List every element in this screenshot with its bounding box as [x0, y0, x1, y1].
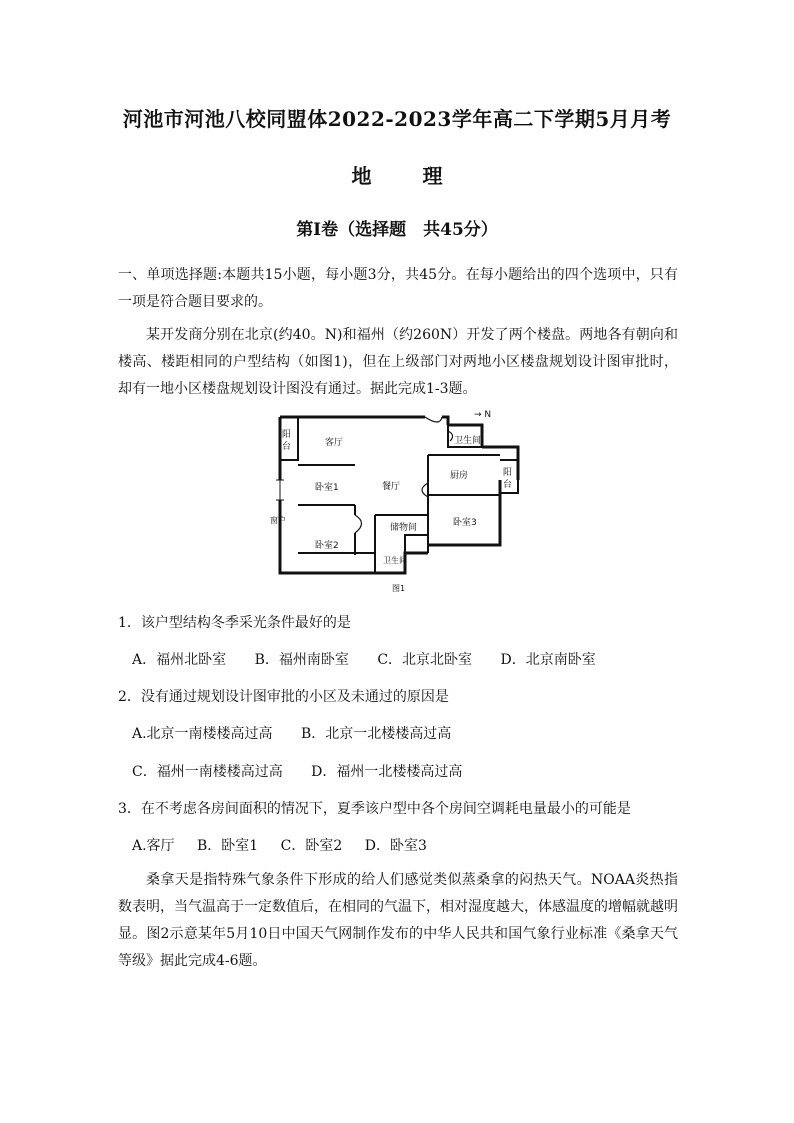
q1-option-a[interactable]: A．福州北卧室: [132, 652, 227, 668]
exam-title: 河池市河池八校同盟体2022-2023学年高二下学期5月月考: [122, 107, 672, 131]
figure-caption: 图1: [392, 584, 406, 593]
question-2-stem: 2．没有通过规划设计图审批的小区及未通过的原因是: [118, 689, 449, 705]
question-1-options: [132, 649, 620, 669]
room-label-bedroom2: 卧室2: [315, 541, 339, 551]
room-label-bath-top: 卫生间: [454, 436, 482, 446]
question-1-stem: 1．该户型结构冬季采光条件最好的是: [118, 615, 351, 631]
section-heading: 第I卷（选择题 共45分）: [296, 220, 498, 240]
room-label-storage: 储物间: [390, 523, 418, 533]
room-label-balcony-right-1: 阳: [503, 468, 513, 478]
question-3-stem: 3．在不考虑各房间面积的情况下，夏季该户型中各个房间空调耗电量最小的可能是: [118, 801, 631, 817]
passage-2: 桑拿天是指特殊气象条件下形成的给人们感觉类似蒸桑拿的闷热天气。NOAA炎热指数表明，当气温高于一定数值后，在相同的气温下，相对湿度越大，体感温度的增幅就越明显。图2示意某年5月10日中国天气网制作发布的中华人民共和国气象行业标准《桑拿天气等级》据此完成4-6题。: [118, 872, 678, 969]
room-label-kitchen: 厨房: [450, 471, 469, 481]
instructions: 一、单项选择题:本题共15小题，每小题3分，共45分。在每小题给出的四个选项中，只有一项是符合题目要求的。: [118, 267, 678, 310]
room-label-bedroom1: 卧室1: [315, 483, 339, 493]
room-label-living: 客厅: [325, 438, 344, 448]
q1-option-b[interactable]: B．福州南卧室: [254, 652, 349, 668]
room-label-balcony-right-2: 台: [503, 480, 513, 490]
north-arrow: → N: [474, 410, 492, 420]
passage-1: 某开发商分别在北京(约40。N)和福州（约260N）开发了两个楼盘。两地各有朝向和楼高、楼距相同的户型结构（如图1)，但在上级部门对两地小区楼盘规划设计图审批时，却有一地小区楼盘规划设计图没有通过。据此完成1-3题。: [118, 327, 678, 397]
floor-plan-svg: [270, 405, 520, 597]
q2-option-a[interactable]: A.北京一南楼楼高过高: [132, 726, 273, 742]
subject-char-2: 理: [422, 164, 443, 188]
room-label-balcony-left-1: 阳: [282, 430, 292, 440]
subject-heading: [0, 160, 794, 189]
figure-1-floor-plan: [270, 405, 520, 597]
q2-option-d[interactable]: D．福州一北楼楼高过高: [311, 764, 463, 780]
room-label-bath-bottom: 卫生间: [383, 556, 407, 565]
q3-option-b[interactable]: B．卧室1: [197, 838, 259, 854]
subject-char-1: 地: [351, 164, 372, 188]
question-2-options-row1: [132, 723, 475, 743]
q3-option-a[interactable]: A.客厅: [132, 838, 175, 854]
room-label-balcony-left-2: 台: [282, 442, 292, 452]
question-2-options-row2: [132, 761, 486, 781]
q1-option-d[interactable]: D．北京南卧室: [500, 652, 596, 668]
q2-option-b[interactable]: B．北京一北楼楼高过高: [301, 726, 452, 742]
q3-option-d[interactable]: D．卧室3: [364, 838, 427, 854]
room-label-bedroom3: 卧室3: [453, 518, 477, 528]
q2-option-c[interactable]: C．福州一南楼楼高过高: [132, 764, 283, 780]
q1-option-c[interactable]: C．北京北卧室: [377, 652, 473, 668]
question-3-options: [132, 835, 451, 855]
room-label-dining: 餐厅: [382, 482, 401, 492]
q3-option-c[interactable]: C．卧室2: [280, 838, 343, 854]
room-label-window: 窗户: [270, 516, 286, 525]
